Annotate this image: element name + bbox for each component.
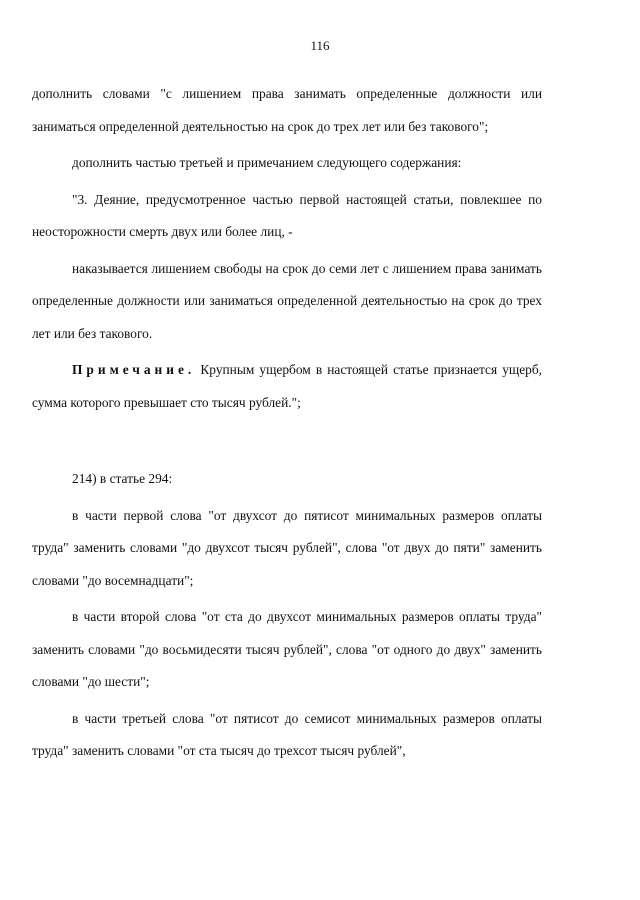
page-number: 116 xyxy=(310,38,330,53)
paragraph-add-part-three: дополнить частью третьей и примечанием следующего содержания: xyxy=(72,155,462,170)
paragraph-part-one: в части первой слова "от двухсот до пятисот минимальных размеров оплаты труда" заменить словами "до двухсот тысяч рублей", слова "от двух до пяти" заменить словами "до восемнадцати"; xyxy=(32,507,542,588)
paragraph-part-two: в части второй слова "от ста до двухсот минимальных размеров оплаты труда" заменить словами "до восьмидесяти тысяч рублей", слова "от одного до двух" заменить словами "до шести"; xyxy=(32,609,542,689)
note-label: Примечание. xyxy=(72,362,196,377)
paragraph-note xyxy=(32,354,542,419)
paragraph-amendment-words: дополнить словами "с лишением права занимать определенные должности или заниматься определенной деятельностью на срок до трех лет или без такового"; xyxy=(32,86,542,134)
document-body xyxy=(32,78,542,772)
paragraph-punishment: наказывается лишением свободы на срок до семи лет с лишением права занимать определенные должности или заниматься определенной деятельностью на срок до трех лет или без такового. xyxy=(32,260,542,341)
note-text: Крупным ущербом в настоящей статье признается ущерб, сумма которого превышает сто тысяч рублей."; xyxy=(32,362,542,410)
paragraph-article-294: 214) в статье 294: xyxy=(72,471,173,486)
section-gap xyxy=(32,423,542,463)
paragraph-part-three-amend: в части третьей слова "от пятисот до семисот минимальных размеров оплаты труда" заменить словами "от ста тысяч до трехсот тысяч рублей", xyxy=(32,710,542,758)
paragraph-part-three: "3. Деяние, предусмотренное частью первой настоящей статьи, повлекшее по неосторожности смерть двух или более лиц, - xyxy=(32,191,542,239)
